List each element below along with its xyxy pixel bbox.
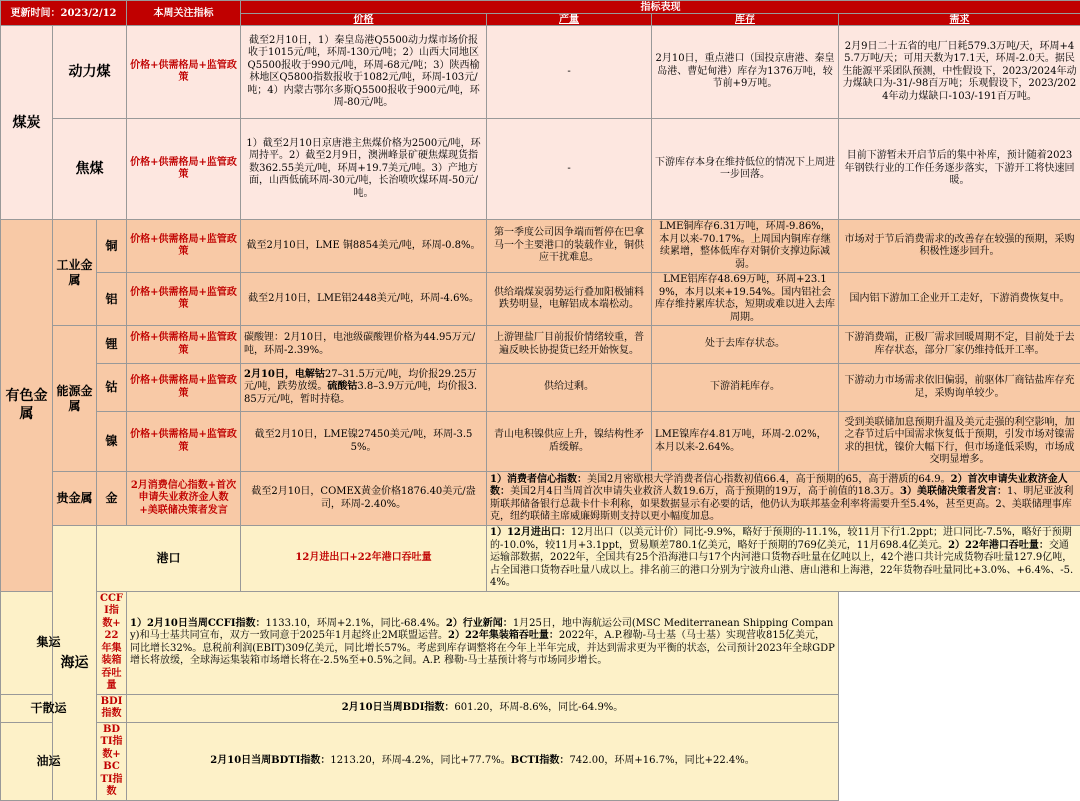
demand-header: 需求 — [839, 14, 1080, 26]
gold-price: 截至2月10日，COMEX黄金价格1876.40美元/盎司，环周-2.40%。 — [241, 472, 487, 526]
cobalt-demand: 下游动力市场需求依旧偏弱，前驱体厂商钴盐库存充足，采购询单较少。 — [839, 364, 1080, 412]
price-header: 价格 — [241, 14, 487, 26]
port-detail — [487, 526, 1080, 592]
aluminum-production: 供给端煤炭弱势运行叠加阳极铺料跌势明显，电解铝成本端松动。 — [487, 273, 652, 326]
lithium-inventory: 处于去库存状态。 — [652, 326, 839, 364]
container-text-3: 2022年，A.P.穆勒-马士基（马士基）实现营收815亿美元，同比增长32%。息税前利润(EBIT)309亿美元，同比增长57%。考虑到库存调整将在今年上半年完成，并达到需求更为平衡的状态，公司预计2023年全球GDP增长将放缓，全球海运集装箱市场增长将在-2.5%至+0.5%之间。A.P. 穆勒-马士基预计将与市场同步增长。 — [130, 630, 835, 666]
tanker-name: 油运 — [1, 722, 97, 800]
container-focus: CCFI指数+22年集装箱吞吐量 — [97, 591, 127, 694]
tanker-text-1: 1213.20，环周-4.2%，同比+77.7%。 — [330, 754, 511, 766]
cobalt-name: 钴 — [97, 364, 127, 412]
coking-coal-focus: 价格+供需格局+监管政策 — [127, 119, 241, 220]
cobalt-price-sulfate: 硫酸钴 — [327, 381, 358, 393]
coking-coal-name: 焦煤 — [53, 119, 127, 220]
production-header: 产量 — [487, 14, 652, 26]
lithium-demand: 下游消费端，正极厂需求回暖周期不定，目前处于去库存状态，部分厂家仍维持低开工率。 — [839, 326, 1080, 364]
port-focus: 12月进出口+22年港口吞吐量 — [241, 526, 487, 592]
nickel-demand: 受到美联储加息预期升温及美元走强的利空影响，加之春节过后中国需求恢复低于预期，引发市场对镍需求的担忧，镍价大幅下行，但市场逢低采购，市场成交明显增多。 — [839, 412, 1080, 472]
thermal-coal-name: 动力煤 — [53, 26, 127, 119]
industrial-metals-label: 工业金属 — [53, 220, 97, 326]
coking-coal-inventory: 下游库存本身在维持低位的情况下上周进一步回落。 — [652, 119, 839, 220]
lithium-focus: 价格+供需格局+监管政策 — [127, 326, 241, 364]
copper-inventory: LME铜库存6.31万吨，环周-9.86%，本月以来-70.17%。上周国内铜库存继续累增，整体低库存对铜价支撑边际减弱。 — [652, 220, 839, 273]
aluminum-focus: 价格+供需格局+监管政策 — [127, 273, 241, 326]
tanker-detail — [127, 722, 839, 800]
copper-demand: 市场对于节后消费需求的改善存在较强的预期，采购积极性逐步回升。 — [839, 220, 1080, 273]
cobalt-price — [241, 364, 487, 412]
metals-section: 有色金属 — [1, 220, 53, 592]
port-text-2: 交通运输部数据，2022年，全国共有25个沿海港口与17个内河港口货物吞吐量在亿吨以上，42个港口共计完成货物吞吐量127.9亿吨，占全国港口货物吞吐量八成以上。排名前三的港口分别为宁波舟山港、唐山港和上海港，22年货物吞吐量同比+3.0%、+6.4%、-5.4%。 — [490, 539, 1074, 588]
thermal-coal-production: - — [487, 26, 652, 119]
gold-detail-text-3: 1、明尼亚波利斯联邦储备银行总裁卡什卡利称，如果数据显示有必要的话，他仍认为联邦基金利率将需要升至5.4%，甚至更高。2、美联储理事库克，纽约联储主席威廉姆斯则支持以更小幅度加息。 — [490, 486, 1074, 522]
gold-detail-title-1: 1）消费者信心指数： — [490, 473, 587, 485]
dry-bulk-detail — [127, 694, 839, 722]
coking-coal-production: - — [487, 119, 652, 220]
nickel-price: 截至2月10日，LME镍27450美元/吨，环周-3.55%。 — [241, 412, 487, 472]
cobalt-price-electrolytic: 2月10日，电解钴 — [244, 368, 325, 380]
gold-detail-text-1: 美国2月密歇根大学消费者信心指数初值66.4，高于预期的65，高于潜质的64.9。 — [586, 473, 951, 485]
gold-detail-title-2: 2）首次申请失业救济金人数： — [490, 473, 1068, 497]
gold-focus: 2月消费信心指数+首次申请失业救济金人数+美联储决策者发言 — [127, 472, 241, 526]
focus-header: 本周关注指标 — [127, 1, 241, 26]
dry-bulk-text: 601.20，环周-8.6%，同比-64.9%。 — [454, 701, 624, 713]
nickel-name: 镍 — [97, 412, 127, 472]
container-title-3: 2）22年集装箱吞吐量： — [447, 630, 559, 641]
lithium-production: 上游锂盐厂目前报价情绪较重，普遍反映长协提货已经开始恢复。 — [487, 326, 652, 364]
tanker-title-1: 2月10日当周BDTI指数： — [210, 754, 331, 766]
lithium-name: 锂 — [97, 326, 127, 364]
thermal-coal-inventory: 2月10日，重点港口（国投京唐港、秦皇岛港、曹妃甸港）库存为1376万吨，较节前+9万吨。 — [652, 26, 839, 119]
container-name: 集运 — [1, 591, 97, 694]
nickel-focus: 价格+供需格局+监管政策 — [127, 412, 241, 472]
gold-name: 金 — [97, 472, 127, 526]
port-title-1: 1）12月进出口： — [490, 527, 571, 538]
cobalt-inventory: 下游消耗库存。 — [652, 364, 839, 412]
tanker-title-2: BCTI指数： — [510, 754, 570, 766]
gold-detail — [487, 472, 1080, 526]
shipping-section: 海运 — [53, 526, 97, 801]
port-text-1: 12月出口（以美元计价）同比-9.9%，略好于预期的-11.1%，较11月下行1.2ppt；进口同比-7.5%，略好于预期的-10.0%，较11月+3.1ppt，贸易顺差780.1亿美元，略好于预期的769亿美元，11月698.4亿美元。 — [490, 527, 1072, 551]
coal-section: 煤炭 — [1, 26, 53, 220]
tanker-focus: BDTI指数+BCTI指数 — [97, 722, 127, 800]
copper-focus: 价格+供需格局+监管政策 — [127, 220, 241, 273]
thermal-coal-demand: 2月9日二十五省的电厂日耗579.3万吨/天，环周+45.7万吨/天；可用天数为17.1天，环周-2.0天。据民生能源平采团队预测，中性假设下，2023/2024年动力煤缺口为-31/-98百万吨；乐观假设下，2023/2024年动力煤缺口-103/-191百万吨。 — [839, 26, 1080, 119]
gold-detail-text-2: 美国2月4日当周首次申请失业救济人数19.6万，高于预期的19万，高于前值的18.3万。 — [510, 486, 900, 497]
dry-bulk-focus: BDI指数 — [97, 694, 127, 722]
nickel-inventory: LME镍库存4.81万吨，环周-2.02%，本月以来-2.64%。 — [652, 412, 839, 472]
cobalt-price-end: 3.8–3.9万元/吨，均价报3.85万元/吨，暂时持稳。 — [244, 381, 478, 405]
container-title-1: 1）2月10日当周CCFI指数： — [130, 617, 266, 629]
copper-production: 第一季度公司因争端而暂停在巴拿马一个主要港口的装载作业，铜供应干扰难息。 — [487, 220, 652, 273]
gold-detail-title-3: 3）美联储决策者发言： — [900, 486, 1007, 497]
port-name: 港口 — [97, 526, 241, 592]
aluminum-name: 铝 — [97, 273, 127, 326]
energy-metals-label: 能源金属 — [53, 326, 97, 472]
cobalt-focus: 价格+供需格局+监管政策 — [127, 364, 241, 412]
container-text-2: 1月25日，地中海航运公司(MSC Mediterranean Shipping Company)和马士基共同宣布，双方一致同意于2025年1月起终止2M联盟运营。 — [130, 617, 834, 641]
coking-coal-price: 1）截至2月10日京唐港主焦煤价格为2500元/吨，环周持平。2）截至2月9日，澳洲峰景矿硬焦煤现货指数362.55美元/吨，环周+19.7美元/吨。3）产地方面，山西低硫环周-30元/吨，长治喷吹煤环周-50元/吨。 — [241, 119, 487, 220]
precious-metals-label: 贵金属 — [53, 472, 97, 526]
coking-coal-demand: 目前下游暂未开启节后的集中补库，预计随着2023年钢铁行业的工作任务逐步落实，下游开工将快速回暖。 — [839, 119, 1080, 220]
copper-name: 铜 — [97, 220, 127, 273]
cobalt-price-mid: 27–31.5万元/吨，均价报29.25万元/吨，跌势放缓。 — [244, 368, 477, 393]
cobalt-production: 供给过剩。 — [487, 364, 652, 412]
inventory-header: 库存 — [652, 14, 839, 26]
aluminum-price: 截至2月10日，LME铝2448美元/吨，环周-4.6%。 — [241, 273, 487, 326]
lithium-price: 碳酸锂：2月10日，电池级碳酸锂价格为44.95万元/吨，环周-2.39%。 — [241, 326, 487, 364]
container-detail — [127, 591, 839, 694]
thermal-coal-focus: 价格+供需格局+监管政策 — [127, 26, 241, 119]
dry-bulk-title: 2月10日当周BDI指数： — [341, 701, 455, 713]
aluminum-inventory: LME铝库存48.69万吨，环周+23.19%，本月以来+19.54%。国内铝社会库存维持累库状态，短期或难以进入去库周期。 — [652, 273, 839, 326]
dry-bulk-name: 干散运 — [1, 694, 97, 722]
nickel-production: 青山电积镍供应上升，镍结构性矛盾缓解。 — [487, 412, 652, 472]
port-title-2: 2）22年港口吞吐量： — [948, 539, 1049, 551]
indicator-header: 指标表现 — [241, 1, 1080, 14]
update-time: 更新时间：2023/2/12 — [1, 1, 127, 26]
copper-price: 截至2月10日，LME 铜8854美元/吨，环周-0.8%。 — [241, 220, 487, 273]
container-text-1: 1133.10，环周+2.1%，同比-68.4%。 — [265, 617, 446, 629]
container-title-2: 2）行业新闻： — [445, 617, 513, 629]
tanker-text-2: 742.00，环周+16.7%，同比+22.4%。 — [569, 754, 755, 766]
thermal-coal-price: 截至2月10日，1）秦皇岛港Q5500动力煤市场价报收于1015元/吨，环周-130元/吨；2）山西大同地区Q5500报收于990元/吨，环周-68元/吨；3）陕西榆林地区Q5800指数报收于1082元/吨，环周-103元/吨；4）内蒙古鄂尔多斯Q5500报收于900元/吨，环周-80元/吨。 — [241, 26, 487, 119]
aluminum-demand: 国内铝下游加工企业开工走好，下游消费恢复中。 — [839, 273, 1080, 326]
